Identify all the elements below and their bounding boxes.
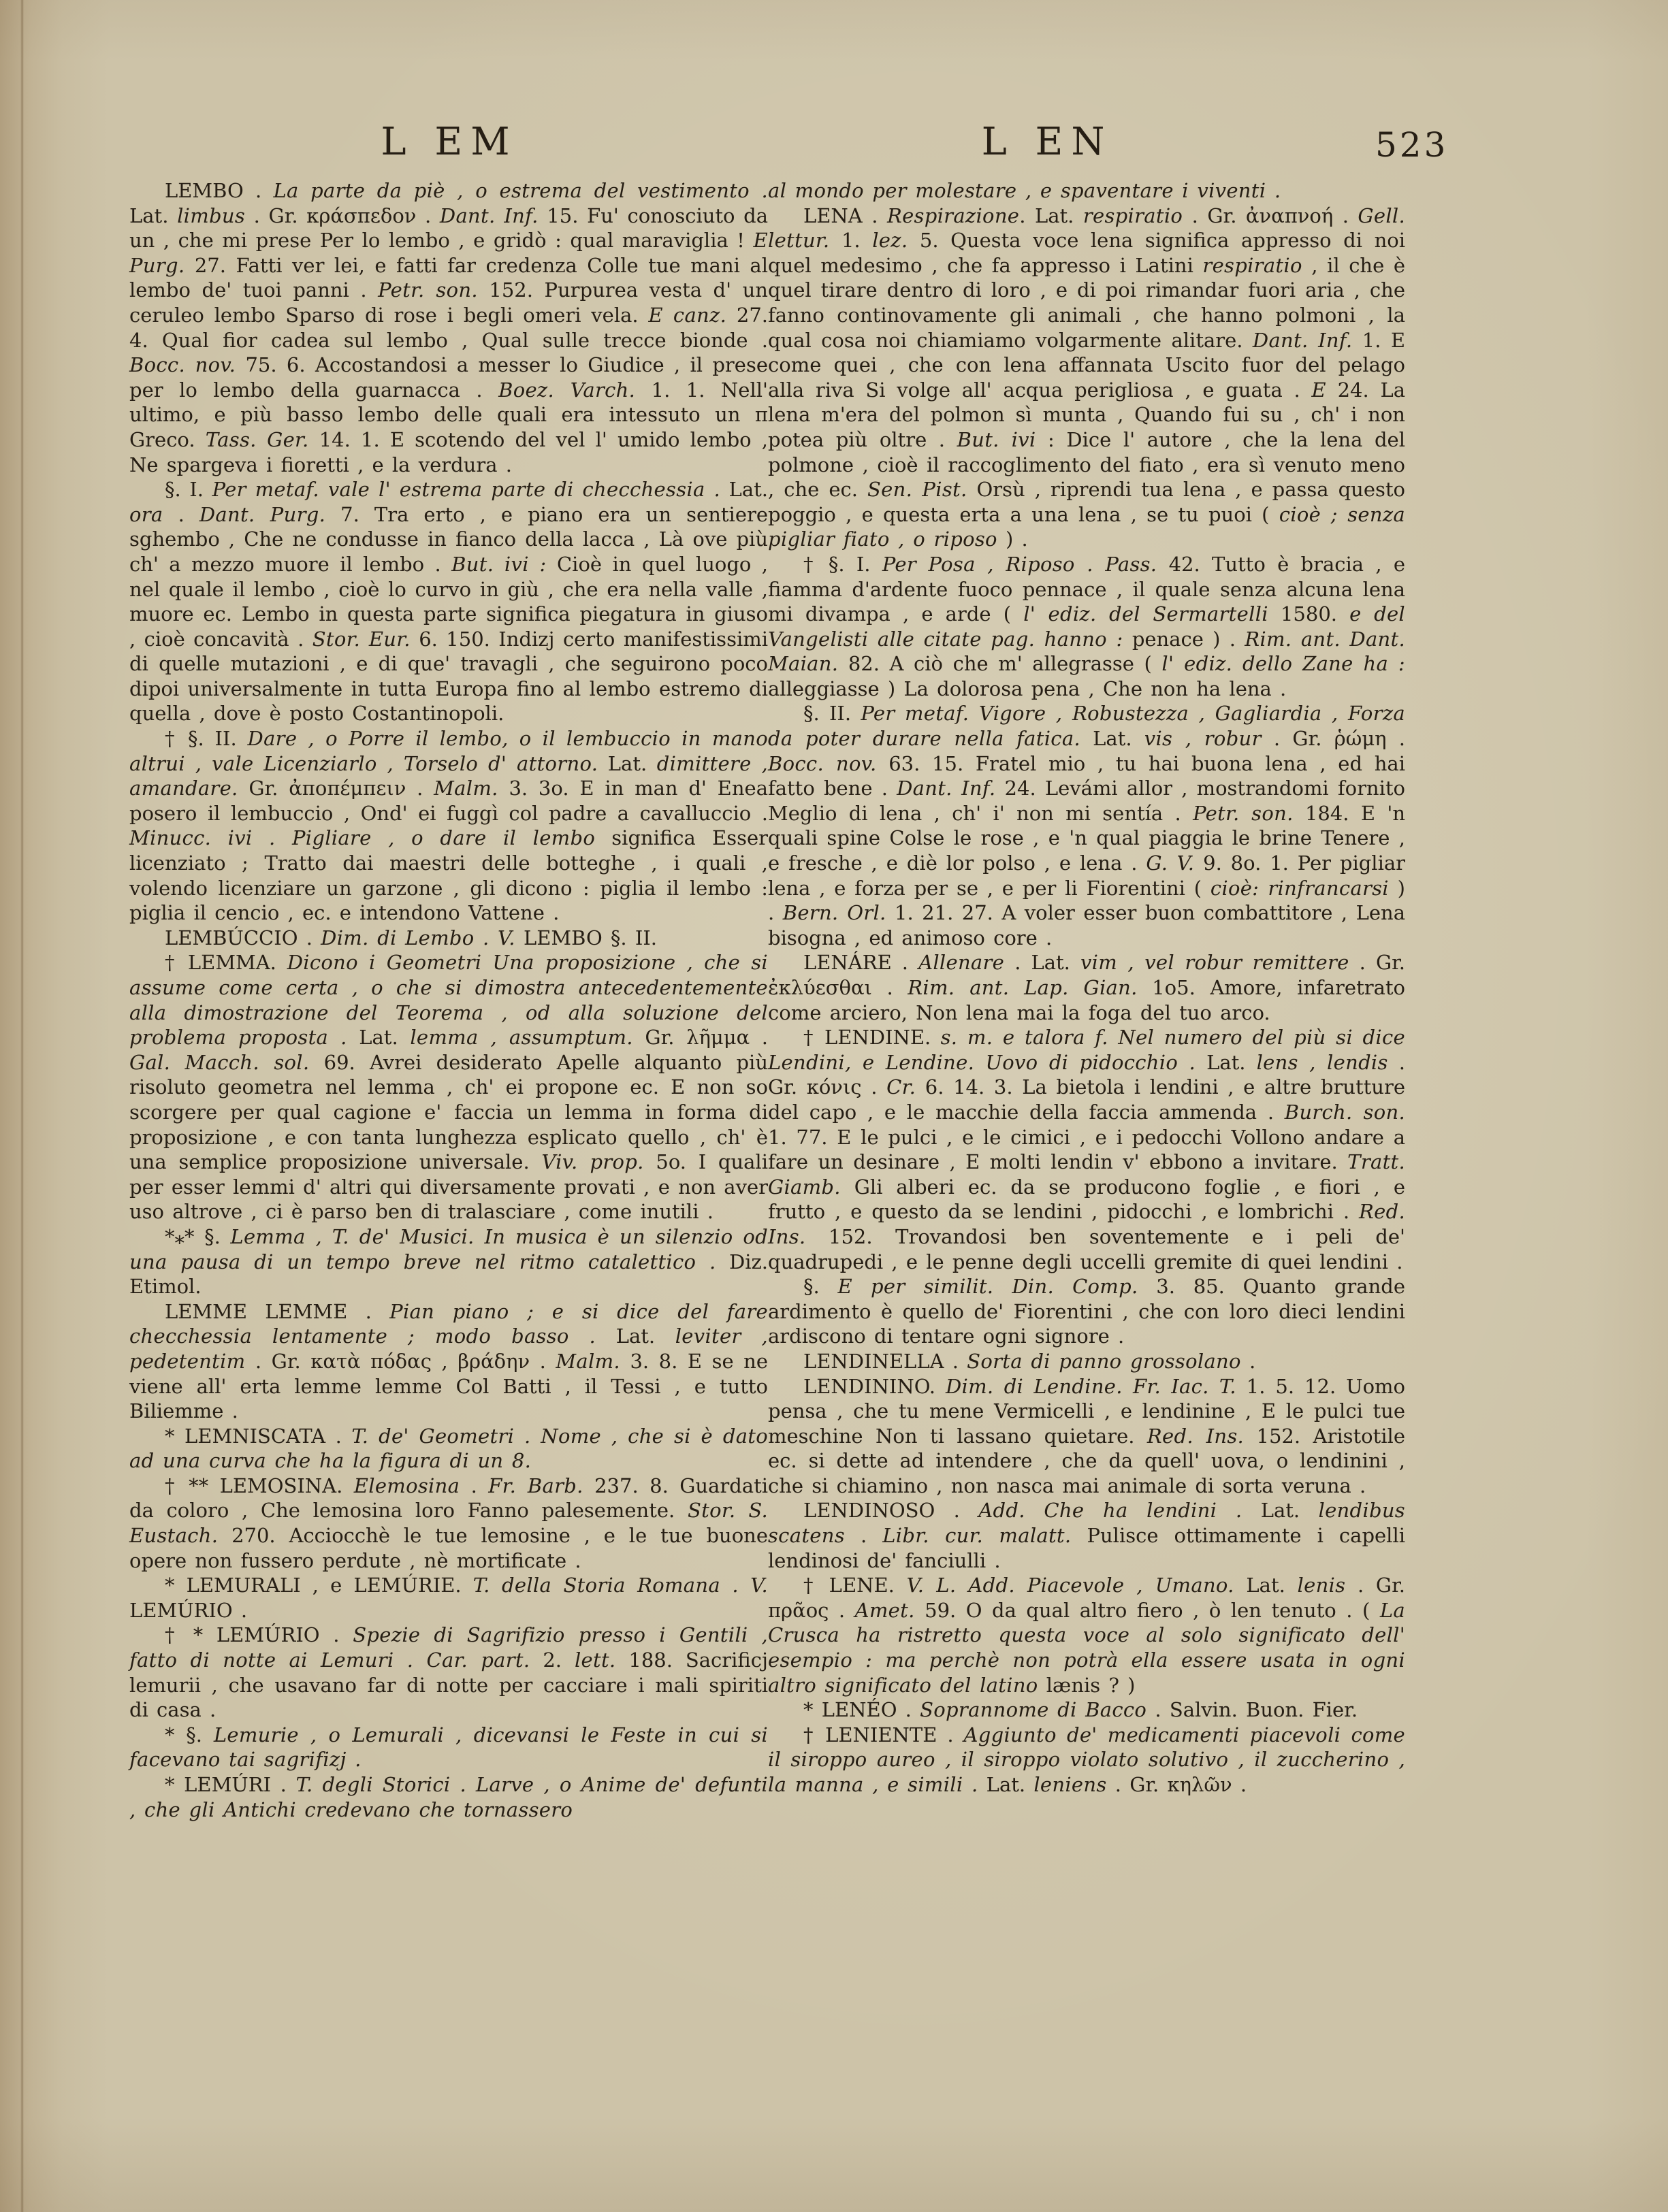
dictionary-entry: LENDINELLA . Sorta di panno grossolano . (803, 1349, 1256, 1373)
dictionary-entry: † §. II. Dare , o Porre il lembo, o il lembuccio in mano altrui , vale Licenziarlo , Torselo d' attorno. Lat. dimittere , amandare. Gr. ἀποπέμπειν . Malm. 3. 3o. E in man d' Enea posero il lembuccio , Ond' ei fuggì col padre a cavalluccio . Minucc. ivi . Pigliare , o dare il lembo significa Esser licenziato ; Tratto dai maestri delle botteghe , i quali , volendo licenziare un garzone , gli dicono : piglia il lembo : piglia il cencio , ec. e intendono Vattene . (129, 727, 768, 925)
dictionary-entry: † LENIENTE . Aggiunto de' medicamenti piacevoli come il siroppo aureo , il siroppo violato solutivo , il zuccherino , la manna , e simili . Lat. leniens . Gr. κηλῶν . (768, 1723, 1406, 1796)
dictionary-entry: §. E per similit. Din. Comp. 3. 85. Quanto grande ardimento è quello de' Fiorentini , che con loro dieci lendini ardiscono di tentare ogni signore . (768, 1275, 1405, 1348)
dictionary-entry: LENÁRE . Allenare . Lat. vim , vel robur remittere . Gr. ἐκλύεσθαι . Rim. ant. Lap. Gian. 1o5. Amore, infaretrato come arciero, Non lena mai la foga del tuo arco. (768, 951, 1406, 1024)
dictionary-entry: LENDININO. Dim. di Lendine. Fr. Iac. T. 1. 5. 12. Uomo pensa , che tu mene Vermicelli , e lendinine , E le pulci tue meschine Non ti lassano quietare. Red. Ins. 152. Aristotile ec. si dette ad intendere , che da quell' uova, o lendinini , che si chiamino , non nasca mai animale di sorta veruna . (768, 1374, 1405, 1497)
dictionary-entry: LENDINOSO . Add. Che ha lendini . Lat. lendibus scatens . Libr. cur. malatt. Pulisce ottimamente i capelli lendinosi de' fanciulli . (768, 1499, 1405, 1572)
column-right (768, 178, 1405, 1798)
binding-crease (20, 0, 24, 2212)
dictionary-entry: * LEMÚRI . T. degli Storici . Larve , o Anime de' defunti , che gli Antichi credevano che tornassero (129, 1773, 768, 1821)
dictionary-entry: *⁎* §. Lemma , T. de' Musici. In musica è un silenzio od una pausa di un tempo breve nel ritmo catalettico . Diz. Etimol. (129, 1224, 769, 1299)
dictionary-entry: LEMBÚCCIO . Dim. di Lembo . V. LEMBO §. II. (165, 926, 657, 949)
column-left (129, 178, 768, 1822)
dictionary-entry: LEMBO . La parte da piè , o estrema del vestimento . Lat. limbus . Gr. κράσπεδον . Dant. Inf. 15. Fu' conosciuto da un , che mi prese Per lo lembo , e gridò : qual maraviglia ! E Purg. 27. Fatti ver lei, e fatti far credenza Colle tue mani al lembo de' tuoi panni . Petr. son. 152. Purpurea vesta d' un ceruleo lembo Sparso di rose i begli omeri vela. E canz. 27. 4. Qual fior cadea sul lembo , Qual sulle trecce bionde . Bocc. nov. 75. 6. Accostandosi a messer lo Giudice , il prese per lo lembo della guarnacca . Boez. Varch. 1. 1. Nell' ultimo, e più basso lembo delle quali era intessuto un π Greco. Tass. Ger. 14. 1. E scotendo del vel l' umido lembo , Ne spargeva i fioretti , e la verdura . (129, 179, 769, 476)
dictionary-entry: † LENE. V. L. Add. Piacevole , Umano. Lat. lenis . Gr. πρᾶος . Amet. 59. O da qual altro fiero , ò len tenuto . ( La Crusca ha ristretto questa voce al solo significato dell' esempio : ma perchè non potrà ella essere usata in ogni altro significato del latino lænis ? ) (768, 1574, 1405, 1697)
running-head-left: L EM (381, 120, 518, 164)
dictionary-entry: §. II. Per metaf. Vigore , Robustezza , Gagliardia , Forza da poter durare nella fatica. Lat. vis , robur . Gr. ῥώμη . Bocc. nov. 63. 15. Fratel mio , tu hai buona lena , ed hai fatto bene . Dant. Inf. 24. Levámi allor , mostrandomi fornito Meglio di lena , ch' i' non mi sentía . Petr. son. 184. E 'n quali spine Colse le rose , e 'n qual piaggia le brine Tenere , e fresche , e diè lor polso , e lena . G. V. 9. 8o. 1. Per pigliar lena , e forza per se , e per li Fiorentini ( cioè: rinfrancarsi ) . Bern. Orl. 1. 21. 27. A voler esser buon combattitore , Lena bisogna , ed animoso core . (768, 702, 1405, 949)
dictionary-entry: † ** LEMOSINA. Elemosina . Fr. Barb. 237. 8. Guardati da coloro , Che lemosina loro Fanno palesemente. Stor. S. Eustach. 270. Acciocchè le tue lemosine , e le tue buone opere non fussero perdute , nè mortificate . (129, 1474, 768, 1572)
dictionary-entry: * LENÉO . Soprannome di Bacco . Salvin. Buon. Fier. (803, 1698, 1358, 1722)
dictionary-entry: † * LEMÚRIO . Spezie di Sagrifizio presso i Gentili , fatto di notte ai Lemuri . Car. part. 2. lett. 188. Sacrificj lemurii , che usavano far di notte per cacciare i mali spiriti di casa . (129, 1623, 769, 1722)
dictionary-entry: * LEMURALI , e LEMÚRIE. T. della Storia Romana . V. LEMÚRIO . (129, 1574, 768, 1622)
dictionary-entry: † §. I. Per Posa , Riposo . Pass. 42. Tutto è bracia , e fiamma d'ardente fuoco pennace , il quale senza alcuna lena mi divampa , e arde ( l' ediz. del Sermartelli 1580. e del Vangelisti alle citate pag. hanno : penace ) . Rim. ant. Dant. Maian. 82. A ciò che m' allegrasse ( l' ediz. dello Zane ha : alleggiasse ) La dolorosa pena , Che non ha lena . (768, 552, 1406, 700)
dictionary-entry: al mondo per molestare , e spaventare i viventi . (768, 179, 1281, 202)
page-number: 523 (1375, 125, 1449, 165)
dictionary-entry: † LENDINE. s. m. e talora f. Nel numero del più si dice Lendini, e Lendine. Uovo di pidocchio . Lat. lens , lendis . Gr. κόνις . Cr. 6. 14. 3. La bietola i lendini , e altre brutture del capo , e le macchie della faccia ammenda . Burch. son. 1. 77. E le pulci , e le cimici , e i pedocchi Vollono andare a fare un desinare , E molti lendin v' ebbono a invitare. Tratt. Giamb. Gli alberi ec. da se producono foglie , e fiori , e frutto , e questo da se lendini , pidocchi , e lombrichi . Red. Ins. 152. Trovandosi ben soventemente e i peli de' quadrupedi , e le penne degli uccelli gremite di quei lendini . (768, 1026, 1405, 1273)
running-head-right: L EN (981, 120, 1113, 164)
dictionary-entry: † LEMMA. Dicono i Geometri Una proposizione , che si assume come certa , o che si dimostra antecedentemente alla dimostrazione del Teorema , od alla soluzione del problema proposta . Lat. lemma , assumptum. Gr. λῆμμα . Gal. Macch. sol. 69. Avrei desiderato Apelle alquanto più risoluto geometra nel lemma , ch' ei propone ec. E non so scorgere per qual cagione e' faccia un lemma in forma di proposizione , e con tanta lunghezza esplicato quello , ch' è una semplice proposizione universale. Viv. prop. 5o. I quali per esser lemmi d' altri qui diversamente provati , e non aver uso altrove , ci è parso ben di tralasciare , come inutili . (129, 951, 769, 1224)
dictionary-entry: §. I. Per metaf. vale l' estrema parte di checchessia . Lat. ora . Dant. Purg. 7. Tra erto , e piano era un sentiere sghembo , Che ne condusse in fianco della lacca , Là ove più ch' a mezzo muore il lembo . But. ivi : Cioè in quel luogo , nel quale il lembo , cioè lo curvo in giù , che era nella valle , muore ec. Lembo in questa parte significa piegatura in giuso , cioè concavità . Stor. Eur. 6. 150. Indizj certo manifestissimi di quelle mutazioni , e di que' travagli , che seguirono poco dipoi universalmente in tutta Europa fino al lembo estremo di quella , dove è posto Costantinopoli. (129, 478, 769, 726)
dictionary-entry: LEMME LEMME . Pian piano ; e si dice del fare checchessia lentamente ; modo basso . Lat. leviter , pedetentim . Gr. κατὰ πόδας , βράδην . Malm. 3. 8. E se ne viene all' erta lemme lemme Col Batti , il Tessi , e tutto Biliemme . (129, 1299, 769, 1423)
dictionary-entry: * §. Lemurie , o Lemurali , dicevansi le Feste in cui si facevano tai sagrifizj . (129, 1723, 769, 1772)
dictionary-entry: * LEMNISCATA . T. de' Geometri . Nome , che si è dato ad una curva che ha la figura di un 8. (129, 1424, 769, 1473)
dictionary-entry: LENA . Respirazione. Lat. respiratio . Gr. ἀναπνοή . Gell. lettur. 1. lez. 5. Questa voce lena significa appresso di noi quel medesimo , che fa appresso i Latini respiratio , il che è quel tirare dentro di loro , e di poi rimandar fuori aria , che fanno continovamente gli animali , che hanno polmoni , la qual cosa noi chiamiamo volgarmente alitare. Dant. Inf. 1. E come quei , che con lena affannata Uscito fuor del pelago alla riva Si volge all' acqua perigliosa , e guata . E 24. La lena m'era del polmon sì munta , Quando fui su , ch' i non potea più oltre . But. ivi : Dice l' autore , che la lena del polmone , cioè il raccoglimento del fiato , era sì venuto meno , che ec. Sen. Pist. Orsù , riprendi tua lena , e passa questo poggio , e questa erta a una lena , se tu puoi ( cioè ; senza pigliar fiato , o riposo ) . (768, 204, 1406, 551)
